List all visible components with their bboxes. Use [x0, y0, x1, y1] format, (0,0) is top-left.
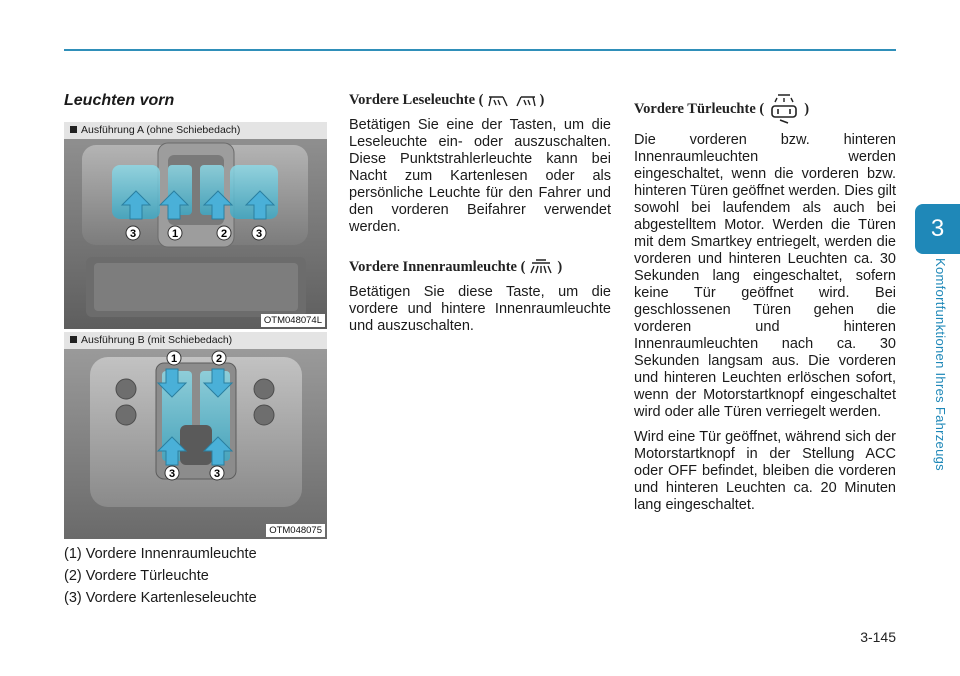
reading-light-heading-text: Vordere Leseleuchte ( — [349, 92, 484, 108]
figure-a-caption — [64, 122, 327, 139]
overhead-console-a-illustration — [64, 139, 327, 329]
spotlight-icon — [487, 94, 509, 108]
door-light-heading-suffix: ) — [804, 100, 810, 117]
bullet-square-icon — [70, 126, 77, 133]
page-number: 3-145 — [860, 629, 896, 645]
reading-light-heading — [349, 92, 611, 109]
figure-b-code: OTM048075 — [266, 524, 325, 537]
interior-light-text: Betätigen Sie diese Taste, um die vordere und hintere Innenraumleuchte und auszuschalten. — [349, 284, 611, 334]
interior-light-heading — [349, 258, 611, 276]
marker-b-2: 2 — [215, 353, 223, 365]
chapter-side-title: Komfortfunktionen Ihres Fahrzeugs — [933, 258, 948, 471]
figure-a-code: OTM048074L — [261, 314, 325, 327]
marker-a-2: 1 — [171, 228, 179, 240]
reading-light-heading-suffix: ) — [539, 92, 545, 108]
figure-a-photo — [64, 139, 327, 329]
section-title: Leuchten vorn — [64, 92, 175, 109]
door-light-heading-text: Vordere Türleuchte ( — [634, 100, 765, 117]
spotlight-icon — [515, 94, 537, 108]
door-light-icon — [767, 92, 801, 126]
marker-a-3: 2 — [220, 228, 228, 240]
figure-b-caption — [64, 332, 327, 349]
marker-b-1: 1 — [170, 353, 178, 365]
marker-a-4: 3 — [255, 228, 263, 240]
figure-b-caption-text: Ausführung B (mit Schiebedach) — [81, 334, 233, 346]
chapter-tab: 3 — [915, 204, 960, 254]
reading-light-text: Betätigen Sie eine der Tasten, um die Leseleuchte ein- oder auszuschalten. Diese Punktstrahlerleuchte kann bei Nacht zum Kartenlesen oder als persönliche Leuchte für den Fahrer und den vorderen Beifahrer verwendet werden. — [349, 117, 611, 235]
legend-item-2: (2) Vordere Türleuchte — [64, 568, 209, 584]
dome-light-icon — [528, 258, 554, 276]
marker-a-1: 3 — [129, 228, 137, 240]
overhead-console-b-illustration — [64, 349, 327, 539]
marker-b-4: 3 — [213, 468, 221, 480]
marker-b-3: 3 — [168, 468, 176, 480]
figure-a-caption-text: Ausführung A (ohne Schiebedach) — [81, 124, 241, 136]
bullet-square-icon — [70, 336, 77, 343]
door-light-heading — [634, 92, 896, 126]
middle-column — [349, 92, 611, 335]
door-light-text-1: Die vorderen bzw. hinteren Innenraumleuchten werden eingeschaltet, wenn die vorderen bzw. hinteren Türen geöffnet werden. Dies gilt sowohl bei laufendem als auch bei abgestelltem Motor. Werden die Türen mit dem Smartkey entriegelt, werden die vorderen und hinteren Leuchten ca. 30 Sekunden lang eingeschaltet, sofern keine Tür geöffnet wird. Bei geschlossenen Türen gehen die vorderen und hinteren Innenraumleuchten nach ca. 30 Sekunden langsam aus. Die vorderen und hinteren Leuchten erlöschen sofort, wenn der Motorstartknopf eingeschaltet wird oder alle Türen verriegelt werden. — [634, 132, 896, 420]
interior-light-heading-text: Vordere Innenraumleuchte ( — [349, 258, 526, 275]
door-light-text-2: Wird eine Tür geöffnet, während sich der Motorstartknopf in der Stellung ACC oder OFF befindet, bleiben die vorderen und hinteren Leuchten ca. 20 Minuten lang eingeschaltet. — [634, 429, 896, 513]
legend-item-3: (3) Vordere Kartenleseleuchte — [64, 590, 257, 606]
figure-b-photo — [64, 349, 327, 539]
figure-legend — [64, 544, 257, 610]
top-rule — [64, 49, 896, 51]
interior-light-heading-suffix: ) — [557, 258, 563, 275]
right-column — [634, 92, 896, 514]
legend-item-1: (1) Vordere Innenraumleuchte — [64, 546, 257, 562]
